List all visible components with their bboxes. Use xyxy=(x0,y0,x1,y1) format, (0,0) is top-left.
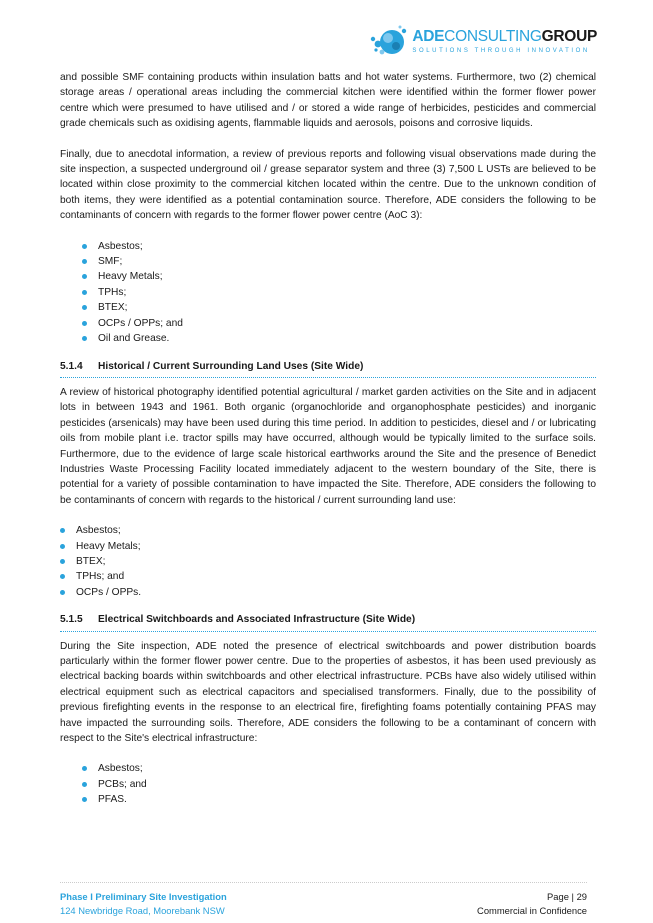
logo-tagline: SOLUTIONS THROUGH INNOVATION xyxy=(412,47,590,54)
list-item: PCBs; and xyxy=(82,777,596,792)
list-item: BTEX; xyxy=(60,554,596,569)
footer-confidentiality: Commercial in Confidence xyxy=(477,905,587,916)
section-heading-5-1-5: 5.1.5 Electrical Switchboards and Associated Infrastructure (Site Wide) xyxy=(60,612,596,631)
bullet-icon xyxy=(82,782,87,787)
list-item: Asbestos; xyxy=(82,761,596,776)
page-number: Page | 29 xyxy=(547,891,587,902)
bullet-icon xyxy=(82,336,87,341)
list-item: Heavy Metals; xyxy=(82,269,596,284)
list-item: PFAS. xyxy=(82,792,596,807)
document-body xyxy=(60,70,596,820)
paragraph-usts: Finally, due to anecdotal information, a review of previous reports and following visual observations made during the site inspection, a suspected underground oil / grease separator system and three (3) 7,500 L USTs are believed to be located within close proximity to the commercial kitchen located within the centre. Due to the unknown condition of both items, they were identified as a potential contamination source. Therefore, ADE considers the following to be contaminants of concern with regards to the former flower power centre (AoC 3): xyxy=(60,148,596,222)
bullet-icon xyxy=(60,559,65,564)
list-item: TPHs; and xyxy=(60,569,596,584)
contaminant-list-electrical xyxy=(60,761,596,807)
contaminant-list-land-use xyxy=(60,523,596,600)
bullet-icon xyxy=(82,244,87,249)
bullet-icon xyxy=(60,574,65,579)
page-footer xyxy=(60,882,587,918)
bullet-icon xyxy=(82,321,87,326)
company-logo xyxy=(370,24,597,60)
paragraph-electrical: During the Site inspection, ADE noted the presence of electrical switchboards and power distribution boards particularly within the former flower power centre. Due to the properties of asbestos, it has been used previously as electrical backing boards within switchboards and other electrical infrastructure. PCBs have also widely utilised within electrical equipment such as electrical capacitors and specialised transformers. Finally, due to the possibility of previous firefighting events in the response to an electrical fire, firefighting foams potentially containing PFAS may have impacted the surrounding soils. Therefore, ADE considers the following to be a contaminant of concern with respect to the Site's electrical infrastructure: xyxy=(60,640,596,745)
section-heading-5-1-4: 5.1.4 Historical / Current Surrounding Land Uses (Site Wide) xyxy=(60,359,596,378)
bullet-icon xyxy=(82,290,87,295)
bullet-icon xyxy=(60,590,65,595)
list-item: SMF; xyxy=(82,254,596,269)
list-item: OCPs / OPPs. xyxy=(60,585,596,600)
paragraph-smf-chemicals: and possible SMF containing products within insulation batts and hot water systems. Furthermore, two (2) chemical storage areas / operational areas including the commercial kitchen were identified within the former flower power centre which were presumed to have utilised and / or stored a wide range of herbicides, pesticides and commercial grade chemicals such as oxidising agents, flammable liquids and aerosols, poisons and corrosive liquids. xyxy=(60,72,596,130)
contaminant-list-aoc3 xyxy=(60,239,596,347)
list-item: TPHs; xyxy=(82,285,596,300)
list-item: BTEX; xyxy=(82,300,596,315)
bullet-icon xyxy=(60,544,65,549)
bullet-icon xyxy=(82,274,87,279)
logo-wordmark: ADECONSULTINGGROUP xyxy=(412,27,597,45)
bullet-icon xyxy=(82,797,87,802)
list-item: Asbestos; xyxy=(82,239,596,254)
bullet-icon xyxy=(60,528,65,533)
list-item: Asbestos; xyxy=(60,523,596,538)
footer-address: 124 Newbridge Road, Moorebank NSW xyxy=(60,905,225,916)
globe-logo-icon xyxy=(370,24,408,60)
bullet-icon xyxy=(82,766,87,771)
list-item: OCPs / OPPs; and xyxy=(82,316,596,331)
list-item: Heavy Metals; xyxy=(60,539,596,554)
bullet-icon xyxy=(82,259,87,264)
list-item: Oil and Grease. xyxy=(82,331,596,346)
paragraph-historical-land-use: A review of historical photography identified potential agricultural / market garden activities on the Site and in adjacent lots in between 1943 and 1961. Both organic (organochloride and organophosphate pesticides) and inorganic pesticides (arsenicals) may have been used during this time period. In addition to pesticides, diesel and / or lubricating oils from mobile plant i.e. tractor spills may have occurred, although would be typically limited to the surface soils. Furthermore, due to the evidence of large scale historical earthworks around the Site and the presence of Benedict Industries Waste Processing Facility located immediately adjacent to the western boundary of the Site, there is potential for a variety of possible contamination to have impacted the Site. Therefore, ADE considers the following to be contaminants of concern with regards to the historical / current surrounding land use: xyxy=(60,386,596,506)
footer-report-title: Phase I Preliminary Site Investigation xyxy=(60,891,227,902)
bullet-icon xyxy=(82,305,87,310)
